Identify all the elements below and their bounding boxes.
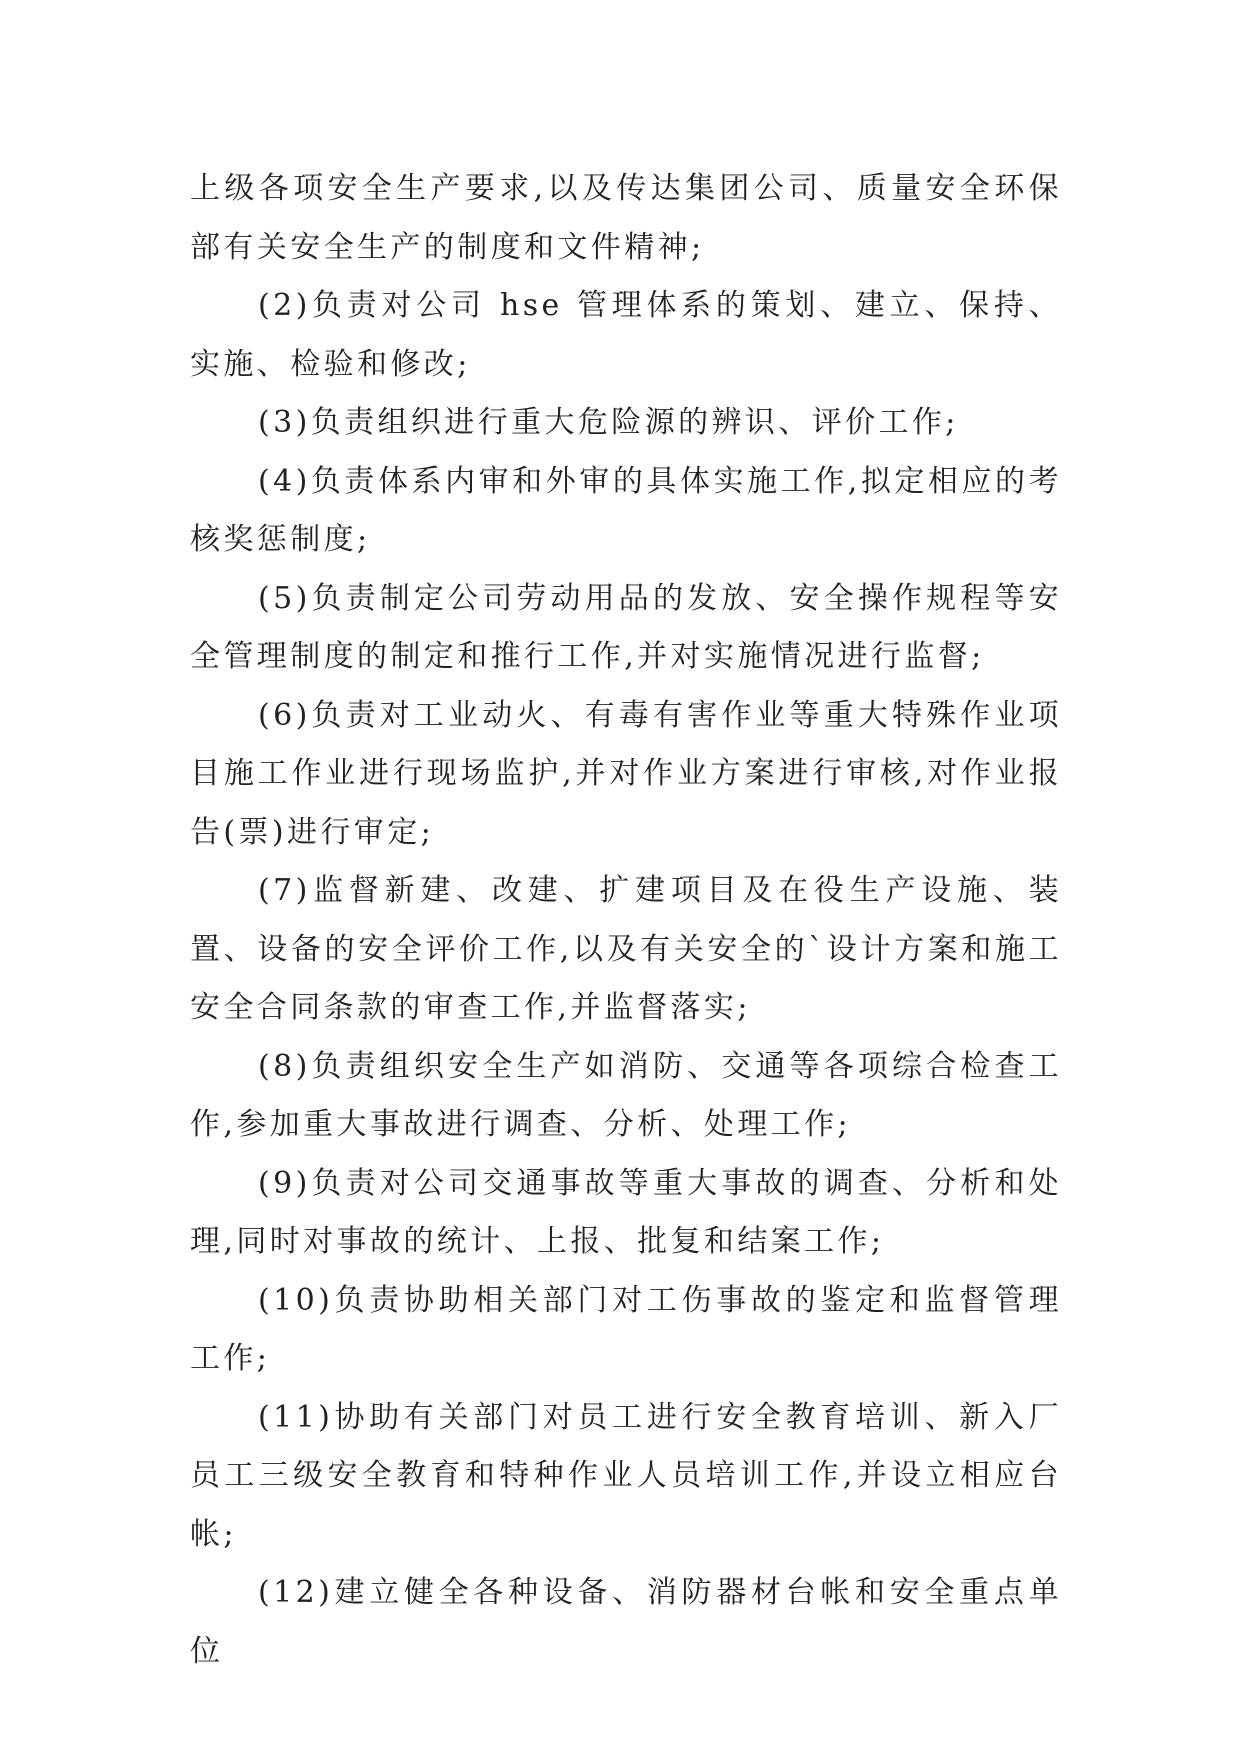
paragraph-item-9: (9)负责对公司交通事故等重大事故的调查、分析和处理,同时对事故的统计、上报、批复和结案工作;: [190, 1165, 1062, 1259]
paragraph-item-5: (5)负责制定公司劳动用品的发放、安全操作规程等安全管理制度的制定和推行工作,并对实施情况进行监督;: [190, 580, 1062, 674]
paragraph-item-6: (6)负责对工业动火、有毒有害作业等重大特殊作业项目施工作业进行现场监护,并对作业方案进行审核,对作业报告(票)进行审定;: [190, 697, 1062, 850]
document-body: [190, 160, 1062, 1681]
paragraph-item-11: (11)协助有关部门对员工进行安全教育培训、新入厂员工三级安全教育和特种作业人员培训工作,并设立相应台帐;: [190, 1399, 1062, 1552]
paragraph-item-10: (10)负责协助相关部门对工伤事故的鉴定和监督管理工作;: [190, 1282, 1062, 1376]
paragraph-item-4: (4)负责体系内审和外审的具体实施工作,拟定相应的考核奖惩制度;: [190, 463, 1062, 557]
paragraph-item-2: (2)负责对公司 hse 管理体系的策划、建立、保持、实施、检验和修改;: [190, 288, 1062, 382]
paragraph-item-3: (3)负责组织进行重大危险源的辨识、评价工作;: [258, 405, 959, 440]
paragraph-item-12: (12)建立健全各种设备、消防器材台帐和安全重点单位: [190, 1575, 1062, 1669]
paragraph-item-8: (8)负责组织安全生产如消防、交通等各项综合检查工作,参加重大事故进行调查、分析、处理工作;: [190, 1048, 1062, 1142]
paragraph-item-7: (7)监督新建、改建、扩建项目及在役生产设施、装置、设备的安全评价工作,以及有关安全的`设计方案和施工安全合同条款的审查工作,并监督落实;: [190, 873, 1062, 1025]
paragraph-continuation: 上级各项安全生产要求,以及传达集团公司、质量安全环保部有关安全生产的制度和文件精神;: [190, 171, 1062, 265]
